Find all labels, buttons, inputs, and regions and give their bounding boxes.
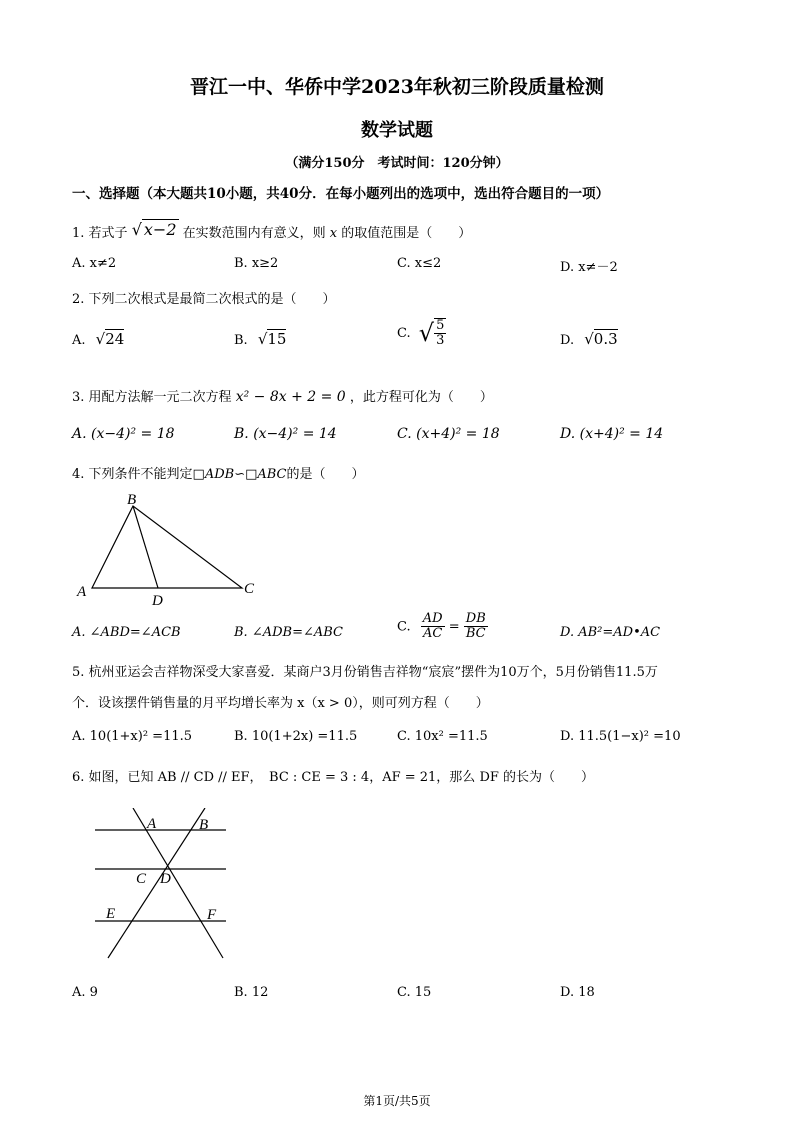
exam-title: 晋江一中、华侨中学2023年秋初三阶段质量检测 bbox=[190, 76, 604, 98]
q1-pre: 1. 若式子 bbox=[72, 226, 128, 241]
q2-option-c[interactable] bbox=[397, 318, 446, 349]
q2-a-sqrt: √24 bbox=[95, 330, 125, 348]
q2-option-b[interactable] bbox=[234, 330, 286, 348]
q2-c-fraction bbox=[434, 318, 446, 349]
label-b: B bbox=[127, 492, 137, 508]
question-2: 2. 下列二次根式是最简二次根式的是（ ） bbox=[72, 292, 336, 307]
question-3 bbox=[72, 386, 493, 405]
q4-relation: □ADB∽□ABC bbox=[192, 467, 287, 482]
q3-option-b[interactable]: B. (x−4)² = 14 bbox=[234, 426, 337, 442]
section-heading: 一、选择题（本大题共10小题，共40分．在每小题列出的选项中，选出符合题目的一项） bbox=[72, 186, 610, 202]
q2-c-den: 3 bbox=[436, 333, 445, 349]
q1-option-d[interactable]: D. x≠－2 bbox=[560, 260, 618, 275]
label-b: B bbox=[199, 817, 209, 833]
q4-stem: 4. 下列条件不能判定 bbox=[72, 467, 193, 482]
q2-b-radicand: 15 bbox=[267, 330, 287, 348]
q2-c-num: 5 bbox=[436, 318, 445, 333]
q1-option-c[interactable]: C. x≤2 bbox=[397, 256, 442, 271]
q2-option-d[interactable] bbox=[560, 330, 618, 348]
q4-option-a[interactable]: A. ∠ABD=∠ACB bbox=[72, 625, 181, 640]
q2-d-radicand: 0.3 bbox=[593, 330, 618, 348]
segment-bd bbox=[133, 506, 158, 588]
q4-c-frac1 bbox=[421, 612, 445, 642]
q2-b-label: B. bbox=[234, 333, 248, 348]
q3-option-d[interactable]: D. (x+4)² = 14 bbox=[560, 426, 664, 442]
q3-post: ，此方程可化为（ ） bbox=[349, 390, 493, 405]
q2-d-sqrt: √0.3 bbox=[584, 330, 618, 348]
q3-option-c[interactable]: C. (x+4)² = 18 bbox=[397, 426, 500, 442]
q4-c-label: C. bbox=[397, 619, 411, 635]
q1-sqrt: √ x−2 bbox=[131, 220, 177, 239]
q6-option-d[interactable]: D. 18 bbox=[560, 985, 595, 1000]
q1-radicand: x−2 bbox=[143, 220, 177, 239]
q5-option-d[interactable]: D. 11.5(1−x)² =10 bbox=[560, 729, 681, 744]
q3-equation: x² − 8x + 2 = 0 bbox=[235, 389, 346, 405]
q5-option-b[interactable]: B. 10(1+2x) =11.5 bbox=[234, 729, 358, 744]
q1-post2: 的取值范围是（ ） bbox=[341, 226, 472, 241]
q4-option-b[interactable]: B. ∠ADB=∠ABC bbox=[234, 625, 343, 640]
q2-a-radicand: 24 bbox=[105, 330, 125, 348]
label-a: A bbox=[77, 584, 87, 600]
q1-option-a[interactable]: A. x≠2 bbox=[72, 256, 117, 271]
page-footer: 第1页/共5页 bbox=[363, 1094, 431, 1108]
label-f: F bbox=[207, 907, 217, 923]
question-5-line1: 5. 杭州亚运会吉祥物深受大家喜爱．某商户3月份销售吉祥物“宸宸”摆件为10万个，5月份销售11.5万 bbox=[72, 665, 658, 680]
q4-option-d[interactable]: D. AB²=AD•AC bbox=[560, 625, 661, 640]
q4-c-den1: AC bbox=[423, 626, 443, 642]
q2-d-label: D. bbox=[560, 333, 575, 348]
q4-c-num1: AD bbox=[422, 611, 443, 626]
question-4 bbox=[72, 463, 365, 482]
label-d: D bbox=[160, 871, 171, 887]
q2-option-a[interactable] bbox=[72, 330, 124, 348]
q6-parallel-lines-figure bbox=[90, 808, 230, 968]
q4-post: 的是（ ） bbox=[286, 467, 365, 482]
q3-option-a[interactable]: A. (x−4)² = 18 bbox=[72, 426, 175, 442]
q2-b-sqrt: √15 bbox=[257, 330, 287, 348]
q4-triangle-figure bbox=[70, 490, 270, 610]
question-5-line2: 个．设该摆件销售量的月平均增长率为 x（x > 0），则可列方程（ ） bbox=[72, 696, 489, 711]
question-1 bbox=[72, 222, 471, 243]
q1-var: x bbox=[329, 226, 338, 241]
q3-pre: 3. 用配方法解一元二次方程 bbox=[72, 390, 232, 405]
question-6: 6. 如图，已知 AB // CD // EF， BC : CE = 3 : 4，AF = 21，那么 DF 的长为（ ） bbox=[72, 770, 595, 785]
triangle-abc bbox=[92, 506, 242, 588]
label-e: E bbox=[106, 906, 116, 922]
q1-option-b[interactable]: B. x≥2 bbox=[234, 256, 279, 271]
exam-info: （满分150分 考试时间：120分钟） bbox=[285, 156, 509, 171]
q6-option-c[interactable]: C. 15 bbox=[397, 985, 432, 1000]
q6-option-a[interactable]: A. 9 bbox=[72, 985, 98, 1000]
q5-option-a[interactable]: A. 10(1+x)² =11.5 bbox=[72, 729, 193, 744]
label-a: A bbox=[147, 816, 157, 832]
q4-c-num2: DB bbox=[465, 611, 486, 626]
q2-c-label: C. bbox=[397, 325, 411, 341]
q4-c-frac2 bbox=[464, 612, 488, 642]
label-c: C bbox=[244, 581, 255, 597]
q2-c-sqrt-sign: √ bbox=[418, 319, 435, 348]
q4-c-den2: BC bbox=[465, 626, 486, 642]
exam-subtitle: 数学试题 bbox=[361, 120, 433, 141]
q6-option-b[interactable]: B. 12 bbox=[234, 985, 269, 1000]
q1-post: 在实数范围内有意义，则 bbox=[182, 226, 326, 241]
q4-option-c[interactable]: C. $\frac{AD}{AC}$ = $\frac{DB}{BC}$ bbox=[397, 611, 486, 642]
q5-option-c[interactable]: C. 10x² =11.5 bbox=[397, 729, 488, 744]
q2-a-label: A. bbox=[72, 333, 86, 348]
label-d: D bbox=[152, 593, 163, 609]
label-c: C bbox=[136, 871, 147, 887]
